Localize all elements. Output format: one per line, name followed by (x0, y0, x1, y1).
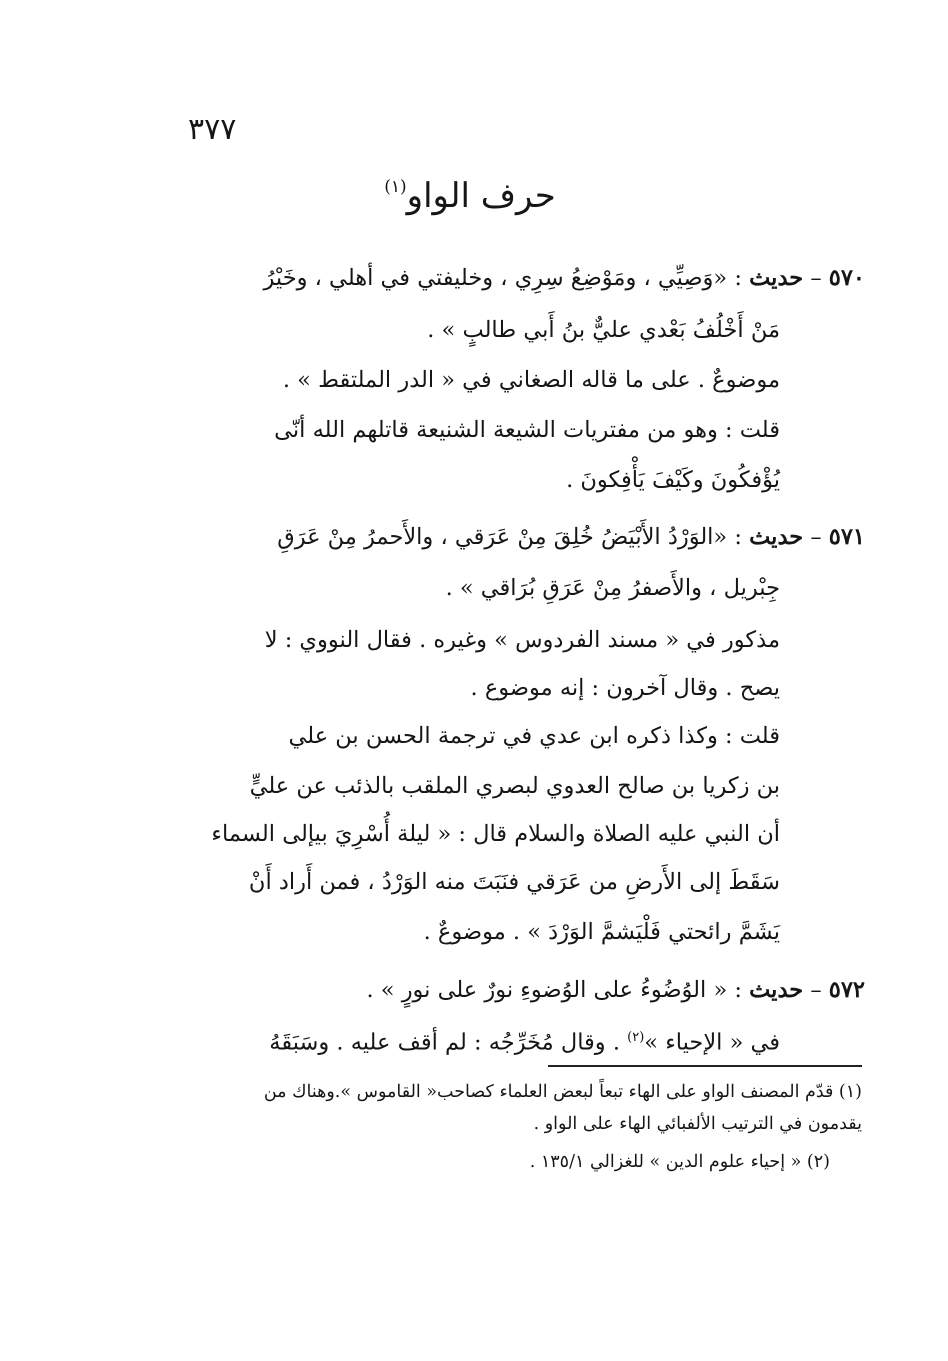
hadith-571-line-3: مذكور في « مسند الفردوس » وغيره . فقال النووي : لا (264, 627, 780, 653)
hadith-572-line-1: ٥٧٢ – حديث : « الوُضُوءُ على الوُضوءِ نورٌ على نورٍ » . (366, 977, 865, 1003)
footnote-1-line-1: (١) قدّم المصنف الواو على الهاء تبعاً لبعض العلماء كصاحب« القاموس ».وهناك من (263, 1082, 862, 1102)
hadith-571-text: : «الوَرْدُ الأَبْيَضُ خُلِقَ مِنْ عَرَقي ، والأَحمرُ مِنْ عَرَقِ (277, 524, 742, 550)
hadith-571-line-5: قلت : وكذا ذكره ابن عدي في ترجمة الحسن بن علي (288, 723, 780, 749)
hadith-571-line-4: يصح . وقال آخرون : إنه موضوع . (470, 675, 780, 701)
footnote-ref-1: (١) (384, 177, 407, 197)
footnote-separator (548, 1065, 862, 1067)
page-number: ٣٧٧ (188, 112, 237, 147)
hadith-570-line-1: ٥٧٠ – حديث : «وَصِيِّي ، ومَوْضِعُ سِرِي ، وخليفتي في أهلي ، وخَيْرُ (263, 265, 865, 291)
hadith-572-number: ٥٧٢ (828, 977, 865, 1003)
hadith-571-line-9: يَشَمَّ رائحتي فَلْيَشمَّ الوَرْدَ » . موضوعٌ . (423, 919, 780, 945)
hadith-572-line-2: في « الإحياء »$^{(٢)}$ . وقال مُخَرِّجُه : لم أقف عليه . وسَبَقَهُ (269, 1029, 780, 1056)
hadith-571-line-8: سَقَطَ إلى الأَرضِ من عَرَقي فنَبَتَ منه الوَرْدُ ، فمن أَراد أَنْ (248, 869, 780, 895)
hadith-570-line-3: موضوعٌ . على ما قاله الصغاني في « الدر الملتقط » . (282, 367, 780, 393)
hadith-572-text: : « الوُضُوءُ على الوُضوءِ نورٌ على نورٍ » . (366, 977, 742, 1003)
hadith-571-line-2: جِبْريل ، والأَصفرُ مِنْ عَرَقِ بُرَاقي » . (445, 575, 780, 601)
hadith-571-line-1: ٥٧١ – حديث : «الوَرْدُ الأَبْيَضُ خُلِقَ مِنْ عَرَقي ، والأَحمرُ مِنْ عَرَقِ (277, 524, 865, 550)
chapter-heading (300, 176, 640, 216)
hadith-570-text: : «وَصِيِّي ، ومَوْضِعُ سِرِي ، وخليفتي في أهلي ، وخَيْرُ (263, 265, 742, 291)
hadith-572-keyword: حديث (749, 977, 804, 1003)
footnote-ref-2: (٢) (627, 1030, 645, 1045)
hadith-570-keyword: حديث (749, 265, 804, 291)
hadith-570-line-2: مَنْ أَخْلُفُ بَعْدي عليٌّ بنُ أَبي طالبٍ » . (427, 317, 780, 343)
hadith-570-line-5: يُؤْفكُونَ وكَيْفَ يَأْفِكونَ . (566, 467, 780, 493)
hadith-570-line-4: قلت : وهو من مفتريات الشيعة الشنيعة قاتلهم الله أنّى (274, 417, 780, 443)
hadith-571-keyword: حديث (749, 524, 804, 550)
hadith-571-line-6: بن زكريا بن صالح العدوي لبصري الملقب بالذئب عن عليٍّ (249, 773, 780, 799)
hadith-571-number: ٥٧١ (828, 524, 865, 550)
footnote-1-line-2: يقدمون في الترتيب الألفبائي الهاء على الواو . (533, 1114, 862, 1134)
chapter-title: حرف الواو (406, 176, 556, 216)
hadith-570-number: ٥٧٠ (828, 265, 865, 291)
footnote-2: (٢) « إحياء علوم الدين » للغزالي ١٣٥/١ . (529, 1152, 830, 1172)
hadith-571-line-7: أن النبي عليه الصلاة والسلام قال : « ليلة أُسْرِيَ بيإلى السماء (211, 821, 780, 847)
